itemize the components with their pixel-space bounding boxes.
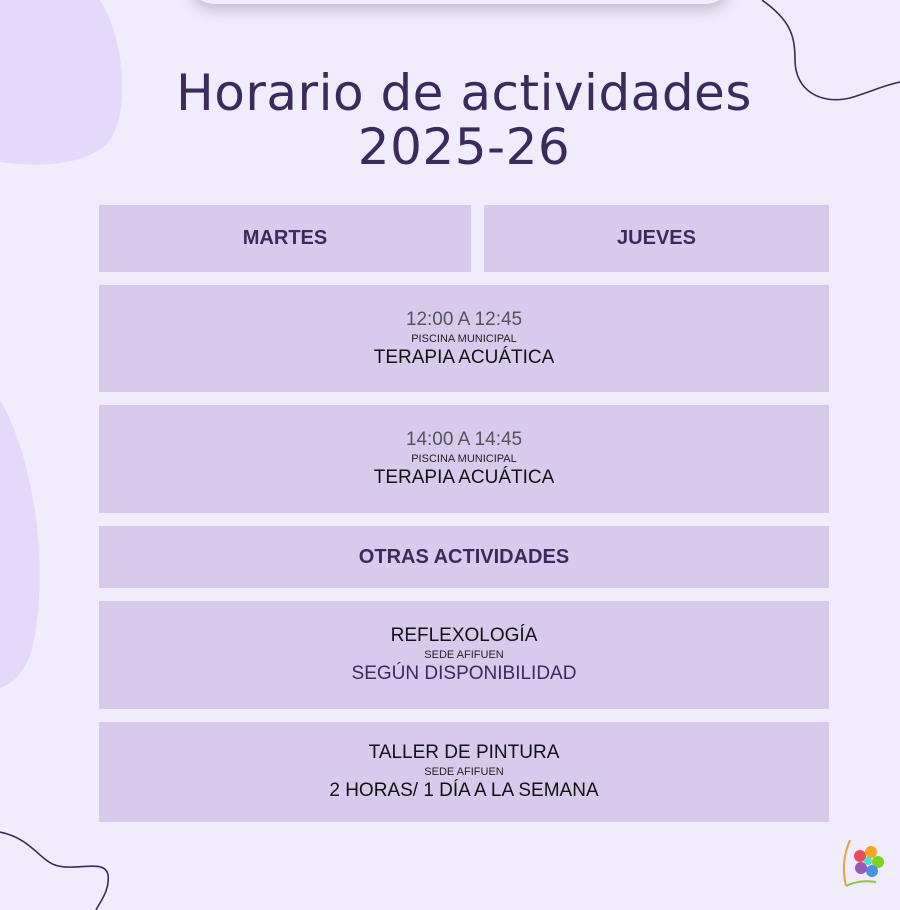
page-title-line1: Horario de actividades — [176, 64, 752, 122]
slot-place: PISCINA MUNICIPAL — [411, 332, 517, 345]
schedule-slot — [99, 405, 829, 513]
slot-place: PISCINA MUNICIPAL — [411, 453, 517, 465]
background-blob-left — [0, 400, 60, 690]
flower-logo-icon — [836, 836, 888, 892]
schedule-slot — [99, 285, 829, 392]
slot-time: 12:00 A 12:45 — [405, 308, 523, 330]
decorative-curve-bottom-left — [0, 820, 120, 910]
slot-activity: TERAPIA ACUÁTICA — [373, 346, 555, 368]
day-header-jueves — [484, 205, 829, 272]
other-activity — [99, 722, 829, 822]
slot-time: 14:00 A 14:45 — [405, 429, 523, 450]
page-title — [0, 66, 900, 174]
other-activity-name: REFLEXOLOGÍA — [390, 625, 538, 646]
others-header-label: OTRAS ACTIVIDADES — [358, 545, 570, 568]
other-activity — [99, 601, 829, 709]
page-title-line2: 2025-26 — [357, 118, 571, 176]
other-activity-place: SEDE AFIFUEN — [424, 766, 504, 778]
day-header-label: MARTES — [242, 227, 328, 249]
day-header-martes — [99, 205, 471, 272]
other-activity-place: SEDE AFIFUEN — [424, 649, 504, 661]
day-header-label: JUEVES — [617, 227, 696, 249]
other-activity-note: SEGÚN DISPONIBILIDAD — [351, 663, 577, 684]
slot-activity: TERAPIA ACUÁTICA — [373, 467, 555, 488]
others-header — [99, 526, 829, 588]
other-activity-name: TALLER DE PINTURA — [368, 742, 560, 763]
top-banner-shadow — [190, 0, 730, 4]
other-activity-note: 2 HORAS/ 1 DÍA A LA SEMANA — [329, 780, 599, 801]
